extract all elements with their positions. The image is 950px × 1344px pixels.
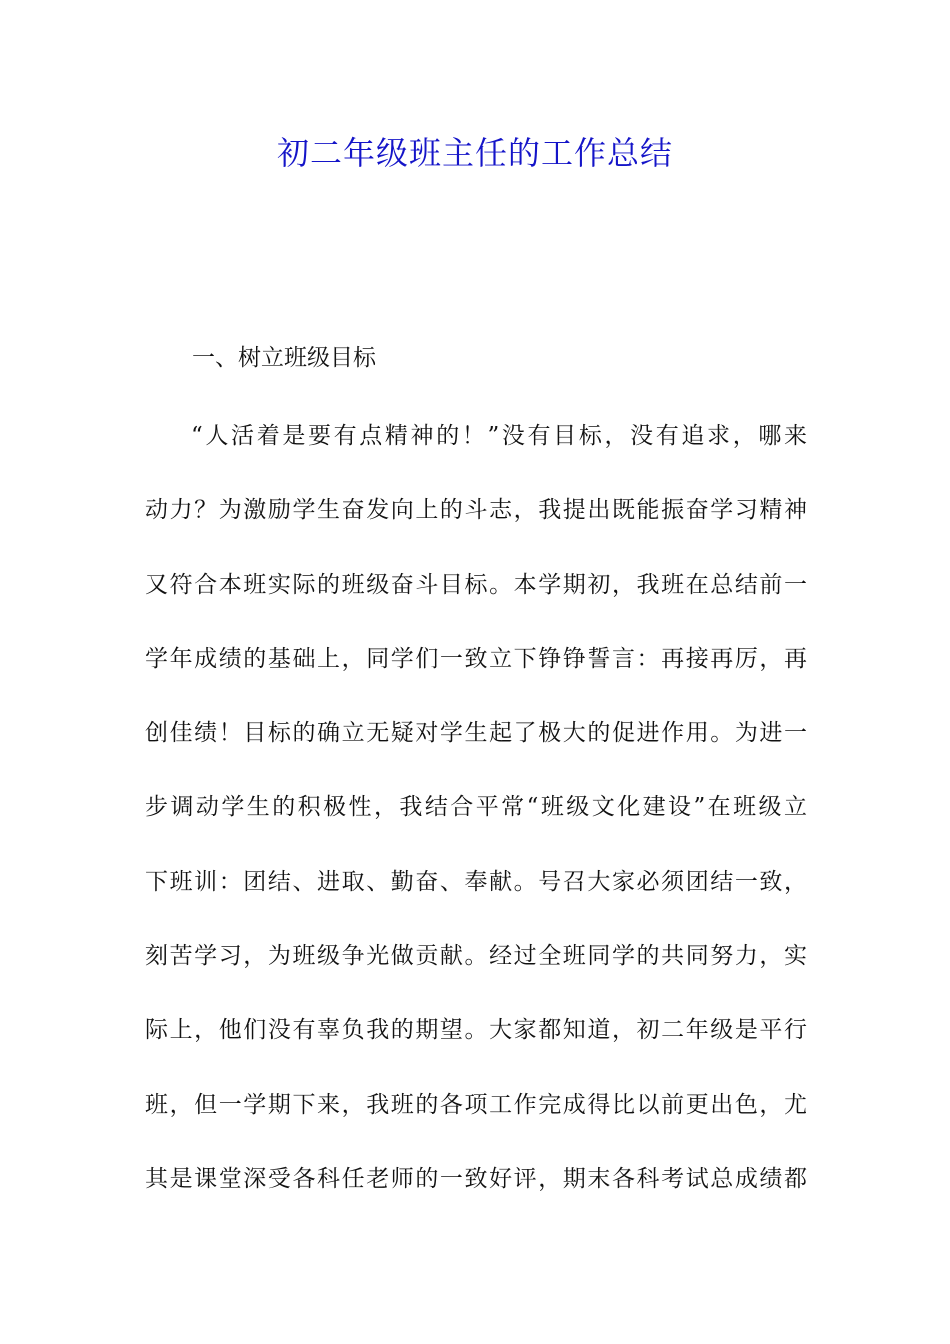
paragraph-line: 下班训：团结、进取、勤奋、奉献。号召大家必须团结一致， [145,868,807,895]
body-paragraph [145,417,807,1234]
section-heading: 一、树立班级目标 [192,345,376,371]
paragraph-line: 际上，他们没有辜负我的期望。大家都知道，初二年级是平行 [145,1017,807,1044]
paragraph-line: 其是课堂深受各科任老师的一致好评，期末各科考试总成绩都 [145,1165,807,1192]
paragraph-line: 刻苦学习，为班级争光做贡献。经过全班同学的共同努力，实 [145,943,807,970]
paragraph-line: “人活着是要有点精神的！”没有目标，没有追求，哪来 [191,423,807,449]
paragraph-line: 动力？为激励学生奋发向上的斗志，我提出既能振奋学习精神 [145,497,807,524]
paragraph-line: 学年成绩的基础上，同学们一致立下铮铮誓言：再接再厉，再 [145,645,807,672]
paragraph-line: 步调动学生的积极性，我结合平常“班级文化建设”在班级立 [145,794,807,821]
paragraph-line: 创佳绩！目标的确立无疑对学生起了极大的促进作用。为进一 [145,720,807,747]
paragraph-line: 班，但一学期下来，我班的各项工作完成得比以前更出色，尤 [145,1091,807,1118]
paragraph-line: 又符合本班实际的班级奋斗目标。本学期初，我班在总结前一 [145,571,807,598]
document-title: 初二年级班主任的工作总结 [276,134,673,172]
